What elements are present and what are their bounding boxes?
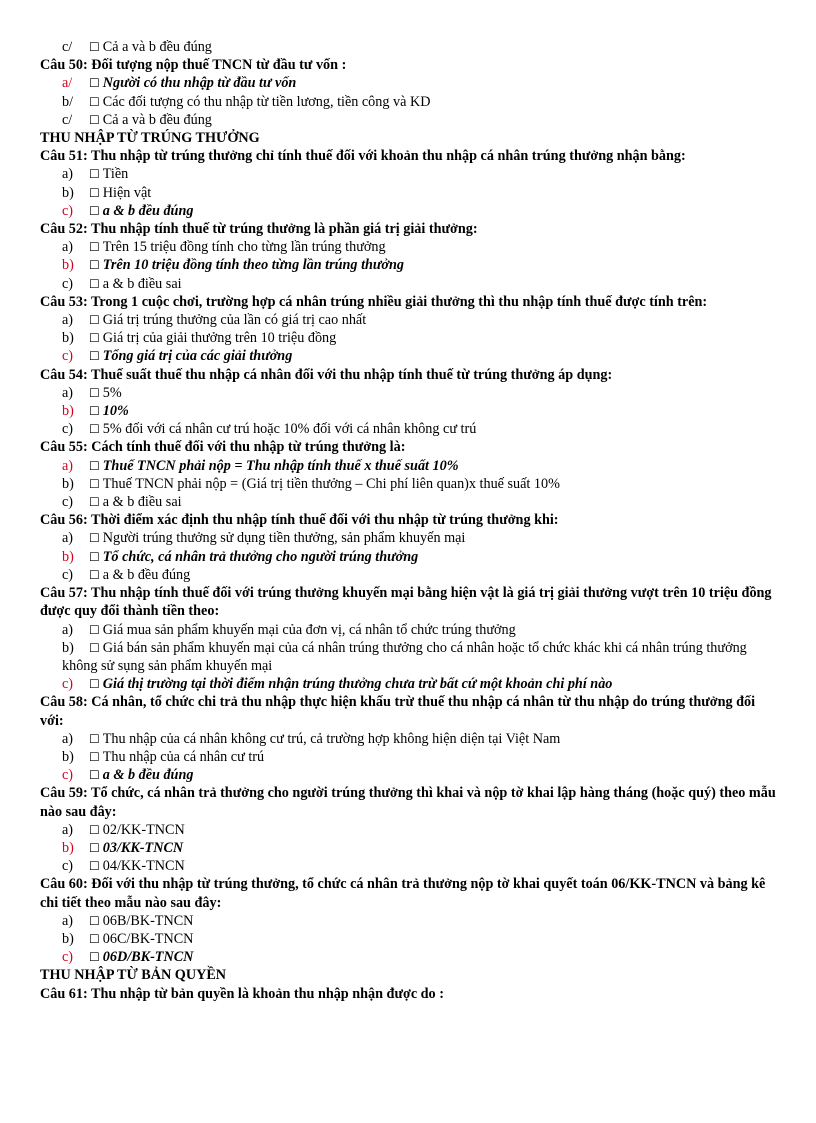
option-label: c) [62, 421, 74, 438]
option-label: a) [62, 730, 74, 747]
checkbox-icon: ☐ [89, 112, 100, 127]
option-text: 03/KK-TNCN [102, 839, 184, 856]
option-label: c/ [62, 111, 73, 128]
option-label: c) [62, 767, 74, 784]
checkbox-icon: ☐ [89, 349, 100, 364]
option-text: Tổ chức, cá nhân trả thưởng cho người trúng thưởng [102, 548, 419, 565]
answer-option [62, 329, 780, 347]
checkbox-icon: ☐ [89, 822, 100, 837]
checkbox-icon: ☐ [89, 276, 100, 291]
checkbox-icon: ☐ [89, 258, 100, 273]
option-text: a & b đều đúng [102, 767, 194, 784]
section-heading: THU NHẬP TỪ TRÚNG THƯỞNG [40, 130, 260, 147]
checkbox-icon: ☐ [89, 240, 100, 255]
option-label: a) [62, 457, 74, 474]
option-text: Thu nhập của cá nhân không cư trú, cả trường hợp không hiện diện tại Việt Nam [102, 730, 561, 747]
option-label: c) [62, 949, 74, 966]
option-label: c) [62, 202, 74, 219]
checkbox-icon: ☐ [89, 167, 100, 182]
option-label: a) [62, 821, 74, 838]
option-text: 10% [102, 403, 129, 420]
option-label: c) [62, 858, 74, 875]
option-label: c) [62, 275, 74, 292]
option-text: a & b điều sai [102, 275, 182, 292]
checkbox-icon: ☐ [89, 495, 100, 510]
checkbox-icon: ☐ [89, 622, 100, 637]
answer-option [62, 621, 780, 639]
checkbox-icon: ☐ [89, 950, 100, 965]
option-label: b) [62, 184, 74, 201]
option-label: b) [62, 403, 74, 420]
option-text: Giá mua sản phẩm khuyến mại của đơn vị, cá nhân tổ chức trúng thưởng [102, 621, 516, 638]
checkbox-icon: ☐ [89, 76, 100, 91]
answer-option-correct [62, 402, 780, 420]
checkbox-icon: ☐ [89, 185, 100, 200]
option-text: Tổng giá trị của các giải thưởng [102, 348, 293, 365]
option-text: Giá trị trúng thưởng của lần có giá trị cao nhất [102, 312, 367, 329]
option-label: a) [62, 621, 74, 638]
answer-option-correct [62, 548, 780, 566]
option-label: b) [62, 748, 74, 765]
answer-option [62, 930, 780, 948]
option-label: b) [62, 839, 74, 856]
answer-option-correct [62, 457, 780, 475]
checkbox-icon: ☐ [89, 931, 100, 946]
option-label: a) [62, 912, 74, 929]
answer-option [62, 475, 780, 493]
checkbox-icon: ☐ [89, 331, 100, 346]
question-text: Câu 50: Đối tượng nộp thuế TNCN từ đầu tư vốn : [40, 57, 347, 74]
question-text: Câu 61: Thu nhập từ bản quyền là khoản thu nhập nhận được do : [40, 985, 444, 1002]
option-text: a & b đều đúng [102, 202, 194, 219]
option-text: Các đối tượng có thu nhập từ tiền lương, tiền công và KD [102, 93, 431, 110]
option-text: Giá thị trường tại thời điểm nhận trúng thưởng chưa trừ bất cứ một khoản chi phí nào [102, 676, 613, 693]
option-text: Cả a và b đều đúng [102, 111, 212, 128]
option-text: Trên 15 triệu đồng tính cho từng lần trúng thưởng [102, 239, 386, 256]
section-heading: THU NHẬP TỪ BẢN QUYỀN [40, 967, 227, 984]
checkbox-icon: ☐ [89, 640, 100, 655]
answer-option [62, 821, 780, 839]
option-text: Tiền [102, 166, 129, 183]
answer-option [62, 38, 780, 56]
option-text: 06D/BK-TNCN [102, 949, 194, 966]
checkbox-icon: ☐ [89, 203, 100, 218]
option-text: Hiện vật [102, 184, 152, 201]
checkbox-icon: ☐ [89, 476, 100, 491]
checkbox-icon: ☐ [89, 749, 100, 764]
option-label: c) [62, 494, 74, 511]
question-text: Câu 54: Thuế suất thuế thu nhập cá nhân đối với thu nhập tính thuế từ trúng thưởng áp dụng: [40, 366, 613, 383]
answer-option [62, 93, 780, 111]
checkbox-icon: ☐ [89, 94, 100, 109]
checkbox-icon: ☐ [89, 313, 100, 328]
question-text: Câu 53: Trong 1 cuộc chơi, trường hợp cá nhân trúng nhiều giải thưởng thì thu nhập tính thuế được tính trên: [40, 293, 708, 310]
answer-option [62, 184, 780, 202]
checkbox-icon: ☐ [89, 859, 100, 874]
checkbox-icon: ☐ [89, 677, 100, 692]
option-label: a) [62, 166, 74, 183]
question-text: Câu 56: Thời điểm xác định thu nhập tính thuế đối với thu nhập từ trúng thưởng khi: [40, 512, 559, 529]
checkbox-icon: ☐ [89, 40, 100, 54]
checkbox-icon: ☐ [89, 913, 100, 928]
option-text: Thuế TNCN phải nộp = Thu nhập tính thuế x thuế suất 10% [102, 457, 459, 474]
answer-option [62, 566, 780, 584]
option-text: Trên 10 triệu đồng tính theo từng lần trúng thưởng [102, 257, 404, 274]
answer-option [62, 275, 780, 293]
checkbox-icon: ☐ [89, 458, 100, 473]
option-label: b) [62, 330, 74, 347]
checkbox-icon: ☐ [89, 840, 100, 855]
question-text: Câu 57: Thu nhập tính thuế đối với trúng thưởng khuyến mại bằng hiện vật là giá trị giải thưởng vượt trên 10 triệu đồng được quy đổi thành tiền theo: [40, 585, 772, 620]
checkbox-icon: ☐ [89, 731, 100, 746]
answer-option [62, 384, 780, 402]
option-text: Thuế TNCN phải nộp = (Giá trị tiền thưởng – Chi phí liên quan)x thuế suất 10% [102, 475, 560, 492]
checkbox-icon: ☐ [89, 549, 100, 564]
option-label: a) [62, 384, 74, 401]
option-label: b/ [62, 93, 74, 110]
option-label: b) [62, 639, 74, 656]
answer-option [62, 238, 780, 256]
document-body [40, 38, 780, 1003]
answer-option [62, 748, 780, 766]
question-text: Câu 58: Cá nhân, tổ chức chi trả thu nhập thực hiện khấu trừ thuế thu nhập cá nhân từ thu nhập do trúng thưởng đối với: [40, 694, 756, 729]
answer-option [62, 111, 780, 129]
answer-option [62, 493, 780, 511]
answer-option [62, 311, 780, 329]
option-text: a & b điều sai [102, 494, 182, 511]
option-text: Người có thu nhập từ đầu tư vốn [102, 75, 297, 92]
answer-option-correct [62, 74, 780, 92]
question-text: Câu 55: Cách tính thuế đối với thu nhập từ trúng thưởng là: [40, 439, 406, 456]
option-text: Người trúng thưởng sử dụng tiền thưởng, sản phẩm khuyến mại [102, 530, 466, 547]
option-text: 5% đối với cá nhân cư trú hoặc 10% đối với cá nhân không cư trú [102, 421, 477, 438]
checkbox-icon: ☐ [89, 531, 100, 546]
checkbox-icon: ☐ [89, 404, 100, 419]
option-label: b) [62, 930, 74, 947]
answer-option [62, 529, 780, 547]
checkbox-icon: ☐ [89, 385, 100, 400]
option-text: Cả a và b đều đúng [102, 39, 212, 55]
option-text: 06B/BK-TNCN [102, 912, 194, 929]
option-text: Thu nhập của cá nhân cư trú [102, 748, 265, 765]
option-label: c) [62, 566, 74, 583]
option-label: c) [62, 348, 74, 365]
option-text: a & b đều đúng [102, 566, 191, 583]
answer-option-correct [62, 948, 780, 966]
answer-option [62, 912, 780, 930]
checkbox-icon: ☐ [89, 422, 100, 437]
option-text: 5% [102, 384, 122, 401]
option-text: Giá trị của giải thưởng trên 10 triệu đồng [102, 330, 337, 347]
option-label: a/ [62, 75, 73, 92]
answer-option-correct [62, 839, 780, 857]
question-text: Câu 60: Đối với thu nhập từ trúng thưởng, tổ chức cá nhân trả thưởng nộp tờ khai quyết toán 06/KK-TNCN và bảng kê chi tiết theo mẫu nào sau đây: [40, 876, 766, 911]
answer-option [62, 165, 780, 183]
option-text: 04/KK-TNCN [102, 858, 185, 875]
option-label: b) [62, 475, 74, 492]
answer-option [62, 857, 780, 875]
option-label: a) [62, 530, 74, 547]
answer-option [62, 639, 780, 675]
option-label: c) [62, 676, 74, 693]
option-label: a) [62, 239, 74, 256]
answer-option [62, 730, 780, 748]
option-text: Giá bán sản phẩm khuyến mại của cá nhân trúng thưởng cho cá nhân hoặc tổ chức khác khi cá nhân trúng thưởng không sử sụng sản phẩm khuyến mại [62, 639, 747, 674]
option-label: a) [62, 312, 74, 329]
checkbox-icon: ☐ [89, 768, 100, 783]
question-text: Câu 59: Tổ chức, cá nhân trả thưởng cho người trúng thưởng thì khai và nộp tờ khai lập hàng tháng (hoặc quý) theo mẫu nào sau đây: [40, 785, 776, 820]
question-text: Câu 51: Thu nhập từ trúng thưởng chỉ tính thuế đối với khoản thu nhập cá nhân trúng thưởng nhận bằng: [40, 148, 686, 165]
checkbox-icon: ☐ [89, 567, 100, 582]
option-label: b) [62, 257, 74, 274]
answer-option [62, 420, 780, 438]
answer-option-correct [62, 347, 780, 365]
answer-option-correct [62, 675, 780, 693]
answer-option-correct [62, 256, 780, 274]
option-label: c/ [62, 39, 73, 55]
option-text: 06C/BK-TNCN [102, 930, 194, 947]
answer-option-correct [62, 202, 780, 220]
option-text: 02/KK-TNCN [102, 821, 185, 838]
answer-option-correct [62, 766, 780, 784]
option-label: b) [62, 548, 74, 565]
question-text: Câu 52: Thu nhập tính thuế từ trúng thưởng là phần giá trị giải thưởng: [40, 221, 478, 238]
